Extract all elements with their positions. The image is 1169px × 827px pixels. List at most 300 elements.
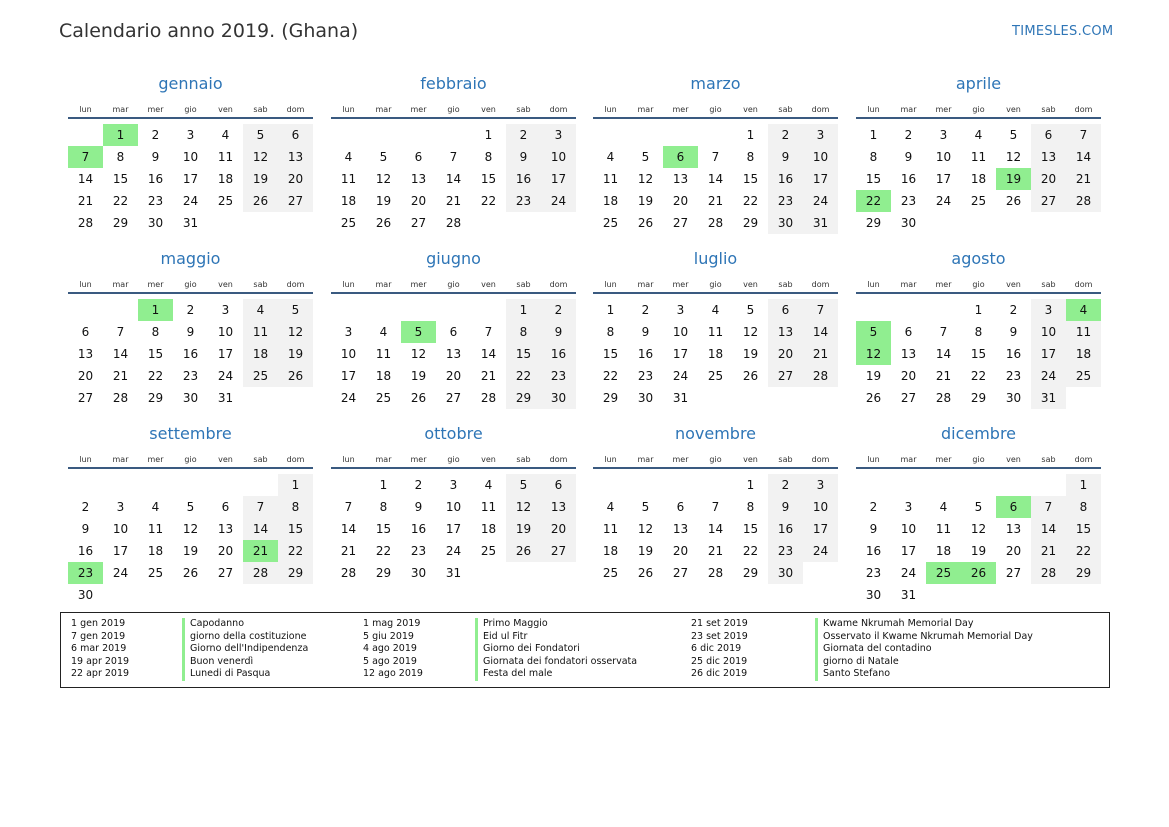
day-cell: 16 (147, 172, 164, 186)
weekend-day-cell: 23 (768, 190, 803, 212)
empty-cell (628, 474, 663, 496)
day-cell: 18 (602, 544, 619, 558)
weekday-label: lun (342, 280, 355, 289)
weekday-label: dom (811, 105, 830, 114)
weekday-label: sab (1041, 105, 1056, 114)
week-row (68, 124, 313, 146)
weekend-day-cell: 4 (243, 299, 278, 321)
day-cell: 9 (869, 522, 878, 536)
week-row (68, 321, 313, 343)
legend-holiday-name: Lunedi di Pasqua (190, 668, 271, 680)
day-cell: 9 (81, 522, 90, 536)
month-11 (593, 422, 838, 584)
weekday-label: lun (79, 280, 92, 289)
week-row (68, 540, 313, 562)
week-row (856, 474, 1101, 496)
weekday-label: dom (286, 105, 305, 114)
weekday-label: ven (1006, 105, 1021, 114)
day-cell: 3 (344, 325, 353, 339)
weekday-label: mar (637, 455, 654, 464)
holiday-day-cell: 7 (68, 146, 103, 168)
month-3 (593, 72, 838, 234)
day-cell: 13 (900, 347, 917, 361)
week-row (68, 343, 313, 365)
day-cell: 11 (970, 150, 987, 164)
week-row (68, 496, 313, 518)
day-cell: 4 (606, 150, 615, 164)
weekend-day-cell: 13 (278, 146, 313, 168)
day-cell: 2 (869, 500, 878, 514)
day-cell: 31 (672, 391, 689, 405)
weekday-header (68, 271, 313, 289)
day-cell: 7 (116, 325, 125, 339)
weekend-day-cell: 3 (803, 124, 838, 146)
weekday-label: sab (1041, 455, 1056, 464)
weekday-label: mer (147, 455, 164, 464)
weekend-day-cell: 29 (506, 387, 541, 409)
day-cell: 20 (672, 194, 689, 208)
weekend-day-cell: 23 (506, 190, 541, 212)
weekday-label: ven (218, 455, 233, 464)
day-cell: 22 (602, 369, 619, 383)
empty-cell (331, 474, 366, 496)
day-cell: 7 (939, 325, 948, 339)
brand-link[interactable]: TIMESLES.COM (1012, 24, 1114, 39)
day-cell: 26 (410, 391, 427, 405)
day-cell: 18 (147, 544, 164, 558)
day-cell: 20 (217, 544, 234, 558)
day-cell: 12 (637, 522, 654, 536)
empty-cell (103, 299, 138, 321)
week-row (331, 146, 576, 168)
weekend-day-cell: 24 (541, 190, 576, 212)
day-cell: 24 (182, 194, 199, 208)
weekday-header (68, 446, 313, 464)
legend-dates-col-1 (71, 618, 129, 681)
weekend-day-cell: 3 (1031, 299, 1066, 321)
weekend-day-cell: 28 (1066, 190, 1101, 212)
weekday-label: gio (972, 455, 985, 464)
header-rule (331, 117, 576, 119)
legend-date: 5 ago 2019 (363, 655, 417, 667)
legend-names-col-2 (475, 618, 637, 681)
weekday-label: dom (1074, 455, 1093, 464)
day-cell: 27 (672, 566, 689, 580)
day-cell: 5 (641, 150, 650, 164)
day-cell: 12 (637, 172, 654, 186)
weekend-day-cell: 5 (506, 474, 541, 496)
day-cell: 11 (217, 150, 234, 164)
weekend-day-cell: 21 (1031, 540, 1066, 562)
weekend-day-cell: 5 (278, 299, 313, 321)
day-cell: 5 (186, 500, 195, 514)
day-cell: 1 (869, 128, 878, 142)
weekday-header (331, 96, 576, 114)
weekend-day-cell: 22 (1066, 540, 1101, 562)
day-cell: 5 (974, 500, 983, 514)
day-cell: 19 (375, 194, 392, 208)
day-cell: 25 (970, 194, 987, 208)
day-cell: 12 (1005, 150, 1022, 164)
week-row (593, 387, 838, 409)
week-row (593, 540, 838, 562)
weekday-label: mar (637, 280, 654, 289)
week-row (856, 343, 1101, 365)
day-cell: 14 (77, 172, 94, 186)
month-name: marzo (690, 74, 741, 93)
day-cell: 23 (1005, 369, 1022, 383)
empty-cell (243, 474, 278, 496)
weekend-day-cell: 3 (541, 124, 576, 146)
day-cell: 6 (221, 500, 230, 514)
empty-cell (138, 474, 173, 496)
day-cell: 26 (865, 391, 882, 405)
weekday-label: lun (604, 455, 617, 464)
week-row (856, 168, 1101, 190)
weekend-day-cell: 7 (803, 299, 838, 321)
day-cell: 15 (147, 347, 164, 361)
day-cell: 23 (865, 566, 882, 580)
weekday-label: mar (375, 280, 392, 289)
week-row (68, 365, 313, 387)
weekend-day-cell: 19 (506, 518, 541, 540)
day-cell: 11 (480, 500, 497, 514)
week-row (593, 321, 838, 343)
week-row (593, 190, 838, 212)
day-cell: 26 (742, 369, 759, 383)
empty-cell (68, 474, 103, 496)
day-cell: 6 (81, 325, 90, 339)
day-cell: 14 (707, 172, 724, 186)
holiday-day-cell: 5 (401, 321, 436, 343)
week-row (856, 387, 1101, 409)
week-row (856, 299, 1101, 321)
day-cell: 16 (1005, 347, 1022, 361)
legend-holiday-name: Festa del male (483, 668, 553, 680)
day-cell: 30 (865, 588, 882, 602)
day-cell: 23 (900, 194, 917, 208)
day-cell: 8 (974, 325, 983, 339)
weekend-day-cell: 17 (541, 168, 576, 190)
weekend-day-cell: 27 (541, 540, 576, 562)
day-cell: 28 (480, 391, 497, 405)
weekend-day-cell: 28 (1031, 562, 1066, 584)
weekend-day-cell: 30 (541, 387, 576, 409)
day-cell: 7 (711, 150, 720, 164)
weekend-day-cell: 21 (803, 343, 838, 365)
weekend-day-cell: 11 (1066, 321, 1101, 343)
empty-cell (366, 299, 401, 321)
day-cell: 10 (340, 347, 357, 361)
day-cell: 29 (147, 391, 164, 405)
weekend-day-cell: 6 (768, 299, 803, 321)
week-row (856, 584, 1101, 606)
day-cell: 27 (410, 216, 427, 230)
legend-holiday-name: Buon venerdì (190, 655, 254, 667)
legend-date: 6 dic 2019 (691, 643, 742, 655)
week-row (856, 212, 1101, 234)
week-row (593, 168, 838, 190)
day-cell: 12 (742, 325, 759, 339)
day-cell: 10 (445, 500, 462, 514)
day-cell: 14 (340, 522, 357, 536)
weekend-day-cell: 10 (541, 146, 576, 168)
weekend-day-cell: 2 (506, 124, 541, 146)
weekend-day-cell: 1 (1066, 474, 1101, 496)
day-cell: 19 (410, 369, 427, 383)
legend-date: 12 ago 2019 (363, 668, 423, 680)
week-row (856, 146, 1101, 168)
weekend-day-cell: 1 (278, 474, 313, 496)
weekend-day-cell: 7 (1066, 124, 1101, 146)
legend-date: 26 dic 2019 (691, 668, 748, 680)
day-cell: 17 (112, 544, 129, 558)
day-cell: 29 (742, 216, 759, 230)
day-cell: 17 (672, 347, 689, 361)
weekday-label: dom (1074, 280, 1093, 289)
legend-holiday-name: Giorno dell'Indipendenza (190, 643, 309, 655)
day-cell: 1 (606, 303, 615, 317)
day-cell: 25 (217, 194, 234, 208)
weekday-label: ven (218, 105, 233, 114)
day-cell: 29 (112, 216, 129, 230)
week-row (68, 299, 313, 321)
weekend-day-cell: 2 (541, 299, 576, 321)
weekend-day-cell: 19 (243, 168, 278, 190)
weekend-day-cell: 13 (541, 496, 576, 518)
day-cell: 6 (414, 150, 423, 164)
week-row (331, 518, 576, 540)
weekend-day-cell: 29 (278, 562, 313, 584)
weekday-header (856, 446, 1101, 464)
weekday-label: gio (972, 105, 985, 114)
weekday-header (593, 96, 838, 114)
weekday-label: mar (112, 105, 129, 114)
day-cell: 25 (375, 391, 392, 405)
weekend-day-cell: 31 (803, 212, 838, 234)
day-cell: 19 (182, 544, 199, 558)
weekend-day-cell: 24 (803, 190, 838, 212)
day-cell: 4 (606, 500, 615, 514)
weekend-day-cell: 26 (243, 190, 278, 212)
day-cell: 3 (449, 478, 458, 492)
day-cell: 13 (77, 347, 94, 361)
weekend-day-cell: 14 (1066, 146, 1101, 168)
weekend-day-cell: 20 (278, 168, 313, 190)
empty-cell (68, 299, 103, 321)
weekday-label: sab (778, 455, 793, 464)
header-rule (856, 292, 1101, 294)
weekday-label: lun (867, 280, 880, 289)
legend-holiday-name: Primo Maggio (483, 618, 548, 629)
header-rule (331, 292, 576, 294)
day-cell: 30 (637, 391, 654, 405)
day-cell: 30 (77, 588, 94, 602)
weekend-day-cell: 13 (768, 321, 803, 343)
weekday-label: mer (672, 105, 689, 114)
day-cell: 18 (935, 544, 952, 558)
month-name: giugno (426, 249, 481, 268)
day-cell: 23 (637, 369, 654, 383)
weekday-label: lun (867, 455, 880, 464)
legend-date: 4 ago 2019 (363, 643, 417, 655)
day-cell: 1 (974, 303, 983, 317)
weekend-day-cell: 9 (768, 146, 803, 168)
day-cell: 24 (217, 369, 234, 383)
week-row (331, 212, 576, 234)
weekend-day-cell: 15 (278, 518, 313, 540)
holiday-day-cell: 21 (243, 540, 278, 562)
weekend-day-cell: 6 (541, 474, 576, 496)
week-row (593, 496, 838, 518)
day-cell: 28 (112, 391, 129, 405)
legend-holiday-name: Osservato il Kwame Nkrumah Memorial Day (823, 630, 1033, 642)
day-cell: 29 (375, 566, 392, 580)
legend-date: 23 set 2019 (691, 630, 748, 642)
weekend-day-cell: 18 (1066, 343, 1101, 365)
day-cell: 22 (375, 544, 392, 558)
day-cell: 7 (484, 325, 493, 339)
weekend-day-cell: 27 (1031, 190, 1066, 212)
day-cell: 11 (602, 522, 619, 536)
day-cell: 11 (935, 522, 952, 536)
day-cell: 8 (746, 150, 755, 164)
day-cell: 11 (375, 347, 392, 361)
month-name: aprile (955, 74, 1002, 93)
month-12 (856, 422, 1101, 606)
day-cell: 23 (147, 194, 164, 208)
weekend-day-cell: 27 (278, 190, 313, 212)
day-cell: 21 (480, 369, 497, 383)
legend-date: 1 gen 2019 (71, 618, 126, 629)
day-cell: 13 (410, 172, 427, 186)
weekend-day-cell: 16 (506, 168, 541, 190)
weekday-label: lun (342, 455, 355, 464)
day-cell: 29 (970, 391, 987, 405)
weekday-label: lun (867, 105, 880, 114)
day-cell: 9 (1009, 325, 1018, 339)
day-cell: 21 (707, 544, 724, 558)
weekend-day-cell: 25 (1066, 365, 1101, 387)
day-cell: 12 (970, 522, 987, 536)
weekend-day-cell: 17 (803, 518, 838, 540)
header-rule (68, 117, 313, 119)
day-cell: 31 (182, 216, 199, 230)
empty-cell (996, 474, 1031, 496)
legend-holiday-name: Giornata del contadino (823, 643, 932, 655)
week-row (68, 387, 313, 409)
weekday-label: gio (447, 280, 460, 289)
day-cell: 2 (414, 478, 423, 492)
weekday-header (331, 271, 576, 289)
weekend-day-cell: 14 (803, 321, 838, 343)
month-2 (331, 72, 576, 234)
day-cell: 24 (112, 566, 129, 580)
week-row (856, 540, 1101, 562)
day-cell: 3 (186, 128, 195, 142)
day-cell: 18 (340, 194, 357, 208)
week-row (593, 365, 838, 387)
holiday-day-cell: 6 (663, 146, 698, 168)
day-cell: 20 (410, 194, 427, 208)
holiday-day-cell: 25 (926, 562, 961, 584)
weekday-label: mar (375, 455, 392, 464)
header-rule (593, 292, 838, 294)
day-cell: 30 (182, 391, 199, 405)
weekend-day-cell: 6 (278, 124, 313, 146)
day-cell: 25 (707, 369, 724, 383)
weekend-day-cell: 12 (243, 146, 278, 168)
day-cell: 13 (217, 522, 234, 536)
weekend-day-cell: 24 (1031, 365, 1066, 387)
weekend-day-cell: 2 (768, 474, 803, 496)
weekend-day-cell: 12 (506, 496, 541, 518)
weekday-label: ven (1006, 455, 1021, 464)
day-cell: 22 (147, 369, 164, 383)
legend-dates-col-2 (363, 618, 423, 681)
empty-cell (103, 474, 138, 496)
day-cell: 5 (746, 303, 755, 317)
weekday-label: mer (672, 280, 689, 289)
weekday-label: sab (516, 455, 531, 464)
empty-cell (856, 474, 891, 496)
weekend-day-cell: 23 (768, 540, 803, 562)
day-cell: 21 (340, 544, 357, 558)
weekday-label: mar (112, 455, 129, 464)
weekday-label: lun (604, 280, 617, 289)
day-cell: 2 (151, 128, 160, 142)
day-cell: 22 (970, 369, 987, 383)
weekday-label: mar (900, 455, 917, 464)
weekend-day-cell: 14 (1031, 518, 1066, 540)
day-cell: 31 (217, 391, 234, 405)
day-cell: 28 (935, 391, 952, 405)
weekday-label: dom (286, 280, 305, 289)
weekend-day-cell: 21 (1066, 168, 1101, 190)
legend-dates-col-3 (691, 618, 748, 681)
empty-cell (401, 299, 436, 321)
weekend-day-cell: 17 (803, 168, 838, 190)
day-cell: 10 (182, 150, 199, 164)
day-cell: 17 (340, 369, 357, 383)
month-name: novembre (674, 424, 757, 443)
page-title: Calendario anno 2019. (Ghana) (59, 20, 359, 42)
weekday-label: gio (184, 105, 197, 114)
day-cell: 27 (445, 391, 462, 405)
day-cell: 17 (182, 172, 199, 186)
day-cell: 31 (445, 566, 462, 580)
empty-cell (436, 124, 471, 146)
week-row (856, 124, 1101, 146)
day-cell: 18 (480, 522, 497, 536)
week-row (331, 190, 576, 212)
day-cell: 28 (707, 566, 724, 580)
empty-cell (961, 474, 996, 496)
legend-date: 6 mar 2019 (71, 643, 127, 655)
holiday-day-cell: 23 (68, 562, 103, 584)
holiday-day-cell: 1 (138, 299, 173, 321)
weekday-label: mer (935, 105, 952, 114)
week-row (593, 146, 838, 168)
day-cell: 26 (182, 566, 199, 580)
weekend-day-cell: 6 (1031, 124, 1066, 146)
weekday-header (68, 96, 313, 114)
day-cell: 31 (900, 588, 917, 602)
day-cell: 3 (221, 303, 230, 317)
header-rule (593, 467, 838, 469)
week-row (331, 540, 576, 562)
weekday-label: mar (900, 105, 917, 114)
